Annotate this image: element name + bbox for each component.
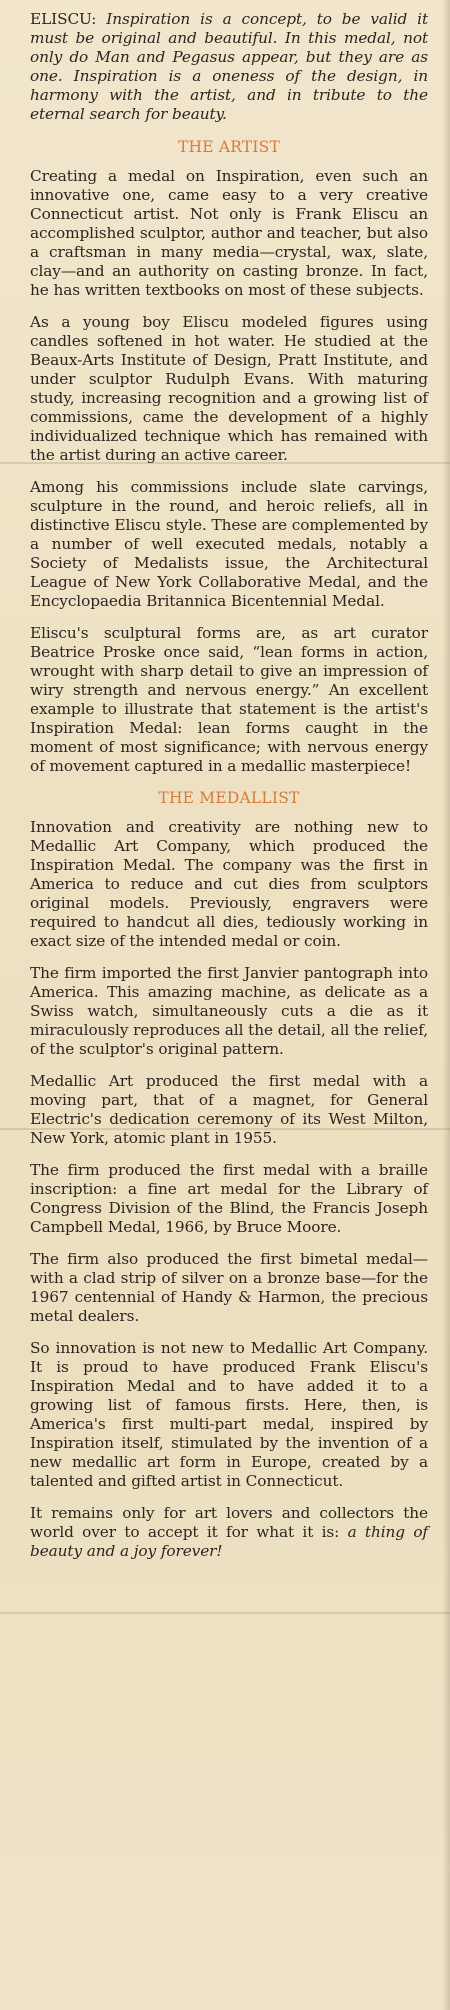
- closing-italic: a thing of beauty and a joy forever!: [30, 1523, 428, 1560]
- medallist-paragraph-3: Medallic Art produced the first medal with a moving part, that of a magnet, for General Electric's dedication ceremony of its West Milton, New York, atomic plant in 1955.: [30, 1072, 428, 1147]
- medallist-paragraph-6: So innovation is not new to Medallic Art Company. It is proud to have produced Frank Eliscu's Inspiration Medal and to have added it to a growing list of famous firsts. Here, then, is America's first multi-part medal, inspired by Inspiration itself, stimulated by the invention of a new medallic art form in Europe, created by a talented and gifted artist in Connecticut.: [30, 1339, 428, 1490]
- medallist-paragraph-1: Innovation and creativity are nothing new to Medallic Art Company, which produced the Inspiration Medal. The company was the first in America to reduce and cut dies from sculptors original models. Previously, engravers were required to handcut all dies, tediously working in exact size of the intended medal or coin.: [30, 818, 428, 950]
- closing-text: It remains only for art lovers and collectors the world over to accept it for what it is:: [30, 1504, 428, 1541]
- artist-paragraph-4: Eliscu's sculptural forms are, as art curator Beatrice Proske once said, “lean forms in action, wrought with sharp detail to give an impression of wiry strength and nervous energy.” An excellent example to illustrate that statement is the artist's Inspiration Medal: lean forms caught in the moment of most significance; with nervous energy of movement captured in a medallic masterpiece!: [30, 624, 428, 775]
- paper-fold: [0, 1128, 450, 1130]
- closing-paragraph: [30, 1504, 428, 1561]
- artist-paragraph-3: Among his commissions include slate carvings, sculpture in the round, and heroic reliefs, all in distinctive Eliscu style. These are complemented by a number of well executed medals, notably a Society of Medalists issue, the Architectural League of New York Collaborative Medal, and the Encyclopaedia Britannica Bicentennial Medal.: [30, 478, 428, 610]
- artist-paragraph-1: Creating a medal on Inspiration, even such an innovative one, came easy to a very creative Connecticut artist. Not only is Frank Eliscu an accomplished sculptor, author and teacher, but also a craftsman in many media—crystal, wax, slate, clay—and an authority on casting bronze. In fact, he has written textbooks on most of these subjects.: [30, 167, 428, 299]
- paper-fold: [0, 1612, 450, 1614]
- medallist-paragraph-4: The firm produced the first medal with a braille inscription: a fine art medal for the Library of Congress Division of the Blind, the Francis Joseph Campbell Medal, 1966, by Bruce Moore.: [30, 1161, 428, 1236]
- paper-edge-shadow: [442, 0, 450, 2010]
- medallist-paragraph-2: The firm imported the first Janvier pantograph into America. This amazing machine, as delicate as a Swiss watch, simultaneously cuts a die as it miraculously reproduces all the detail, all the relief, of the sculptor's original pattern.: [30, 964, 428, 1058]
- artist-paragraph-2: As a young boy Eliscu modeled figures using candles softened in hot water. He studied at the Beaux-Arts Institute of Design, Pratt Institute, and under sculptor Rudulph Evans. With maturing study, increasing recognition and a growing list of commissions, came the development of a highly individualized technique which has remained with the artist during an active career.: [30, 313, 428, 464]
- medallist-paragraph-5: The firm also produced the first bimetal medal—with a clad strip of silver on a bronze base—for the 1967 centennial of Handy & Harmon, the precious metal dealers.: [30, 1250, 428, 1325]
- intro-lead: ELISCU:: [30, 10, 97, 28]
- paper-fold: [0, 462, 450, 464]
- medallist-heading: THE MEDALLIST: [158, 789, 300, 807]
- artist-heading: THE ARTIST: [177, 138, 281, 156]
- intro-text: Inspiration is a concept, to be valid it must be original and beautiful. In this medal, not only do Man and Pegasus appear, but they are as one. Inspiration is a oneness of the design, in harmony with the artist, and in tribute to the eternal search for beauty.: [30, 10, 428, 123]
- intro-paragraph: [30, 10, 428, 124]
